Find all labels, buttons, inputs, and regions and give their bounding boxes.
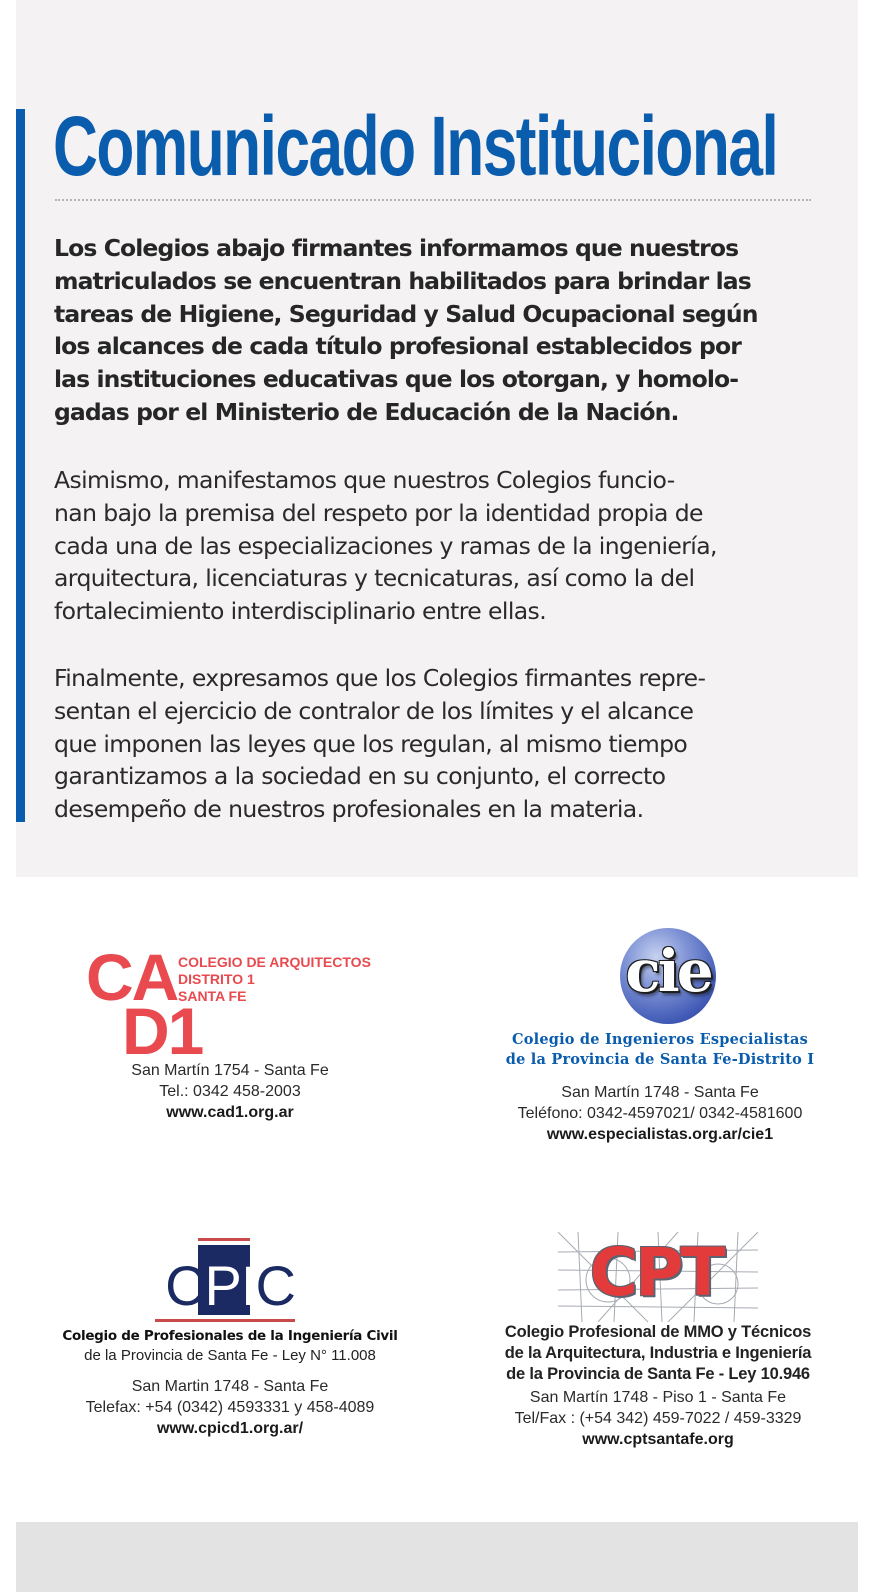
title-divider — [55, 199, 811, 201]
accent-bar — [16, 109, 25, 822]
text-line: los alcances de cada título profesional establecidos por — [54, 332, 741, 361]
cad1-phone: Tel.: 0342 458-2003 — [159, 1083, 301, 1100]
cpt-address: San Martín 1748 - Piso 1 - Santa Fe — [529, 1389, 787, 1406]
cpt-logo-text: CPT — [589, 1234, 723, 1311]
cpic-letter: C — [255, 1254, 295, 1317]
cpic-logo-text — [150, 1254, 310, 1317]
text-line: matriculados se encuentran habilitados para brindar las — [54, 266, 751, 295]
text-line: desempeño de nuestros profesionales en la materia. — [54, 795, 644, 824]
text-line: cada una de las especializaciones y ramas de la ingeniería, — [54, 531, 717, 560]
text-line: tareas de Higiene, Seguridad y Salud Ocupacional según — [54, 299, 758, 328]
cpt-contact — [478, 1387, 838, 1450]
cpt-logo — [478, 1232, 838, 1322]
text-line: las instituciones educativas que los otorgan, y homolo- — [54, 365, 739, 394]
cie-name-line: de la Provincia de Santa Fe-Distrito I — [505, 1051, 815, 1068]
cpic-name: Colegio de Profesionales de la Ingeniería Civil — [62, 1328, 398, 1344]
text-line: fortalecimiento interdisciplinario entre ellas. — [54, 597, 547, 626]
cpt-name-line: Colegio Profesional de MMO y Técnicos — [504, 1323, 812, 1341]
cad1-website-link[interactable]: www.cad1.org.ar — [166, 1104, 294, 1121]
cie-address: San Martín 1748 - Santa Fe — [561, 1084, 759, 1101]
cpic-logo-bottom-line — [155, 1319, 295, 1322]
page-title: Comunicado Institucional — [53, 99, 778, 193]
text-line: Los Colegios abajo firmantes informamos que nuestros — [54, 234, 739, 262]
cpt-phone: Tel/Fax : (+54 342) 459-7022 / 459-3329 — [514, 1410, 802, 1427]
cad1-logo — [70, 940, 390, 1068]
cpt-name-line: de la Provincia de Santa Fe - Ley 10.946 — [506, 1365, 810, 1383]
cie-name-line: Colegio de Ingenieros Especialistas — [512, 1031, 808, 1048]
paragraph-intro — [54, 232, 814, 429]
cad1-logo-line: DISTRITO 1 — [178, 971, 255, 987]
org-cpt — [478, 1232, 838, 1450]
text-line: garantizamos a la sociedad en su conjunto, el correcto — [54, 762, 666, 791]
cie-logo — [480, 920, 840, 1030]
paragraph-third — [54, 662, 814, 826]
cad1-logo-d1: D1 — [122, 994, 203, 1068]
text-line: que imponen las leyes que los regulan, al mismo tiempo — [54, 729, 688, 758]
cpic-website-link[interactable]: www.cpicd1.org.ar/ — [156, 1420, 304, 1437]
cad1-contact — [70, 1060, 390, 1123]
org-cie — [480, 920, 840, 1145]
cie-phone: Teléfono: 0342-4597021/ 0342-4581600 — [517, 1105, 803, 1122]
text-line: Finalmente, expresamos que los Colegios firmantes repre- — [54, 664, 706, 692]
cad1-logo-ca: CA — [86, 940, 178, 1014]
org-cpic — [40, 1228, 420, 1439]
cpt-website-link[interactable]: www.cptsantafe.org — [582, 1431, 734, 1448]
cpic-logo — [40, 1228, 420, 1326]
cad1-logo-text — [178, 954, 371, 1005]
org-cad1 — [70, 940, 390, 1121]
cad1-logo-line: COLEGIO DE ARQUITECTOS — [178, 954, 371, 970]
cpic-logo-top-line — [198, 1238, 250, 1241]
cad1-logo-line: SANTA FE — [178, 988, 247, 1004]
cie-website-link[interactable]: www.especialistas.org.ar/cie1 — [546, 1126, 774, 1143]
cad1-address: San Martín 1754 - Santa Fe — [131, 1062, 329, 1079]
cpt-name-line: de la Arquitectura, Industria e Ingeniería — [504, 1344, 812, 1362]
cpic-address: San Martin 1748 - Santa Fe — [131, 1378, 329, 1395]
paragraph-second — [54, 464, 814, 628]
cpic-letter: C — [165, 1254, 205, 1317]
cpic-subname: de la Provincia de Santa Fe - Ley N° 11.008 — [84, 1347, 376, 1364]
text-line: arquitectura, licenciaturas y tecnicaturas, así como la del — [54, 564, 695, 593]
cie-contact — [480, 1082, 840, 1145]
footer-band — [16, 1522, 858, 1592]
text-line: sentan el ejercicio de contralor de los límites y el alcance — [54, 696, 694, 725]
text-line: Asimismo, manifestamos que nuestros Colegios funcio- — [54, 466, 675, 494]
cpic-phone: Telefax: +54 (0342) 4593331 y 458-4089 — [85, 1399, 375, 1416]
cie-logo-text: cie — [625, 937, 711, 1005]
text-line: gadas por el Ministerio de Educación de la Nación. — [54, 397, 679, 426]
cpic-letter: PI — [204, 1254, 256, 1317]
cpic-contact — [40, 1376, 420, 1439]
text-line: nan bajo la premisa del respeto por la identidad propia de — [54, 498, 703, 527]
